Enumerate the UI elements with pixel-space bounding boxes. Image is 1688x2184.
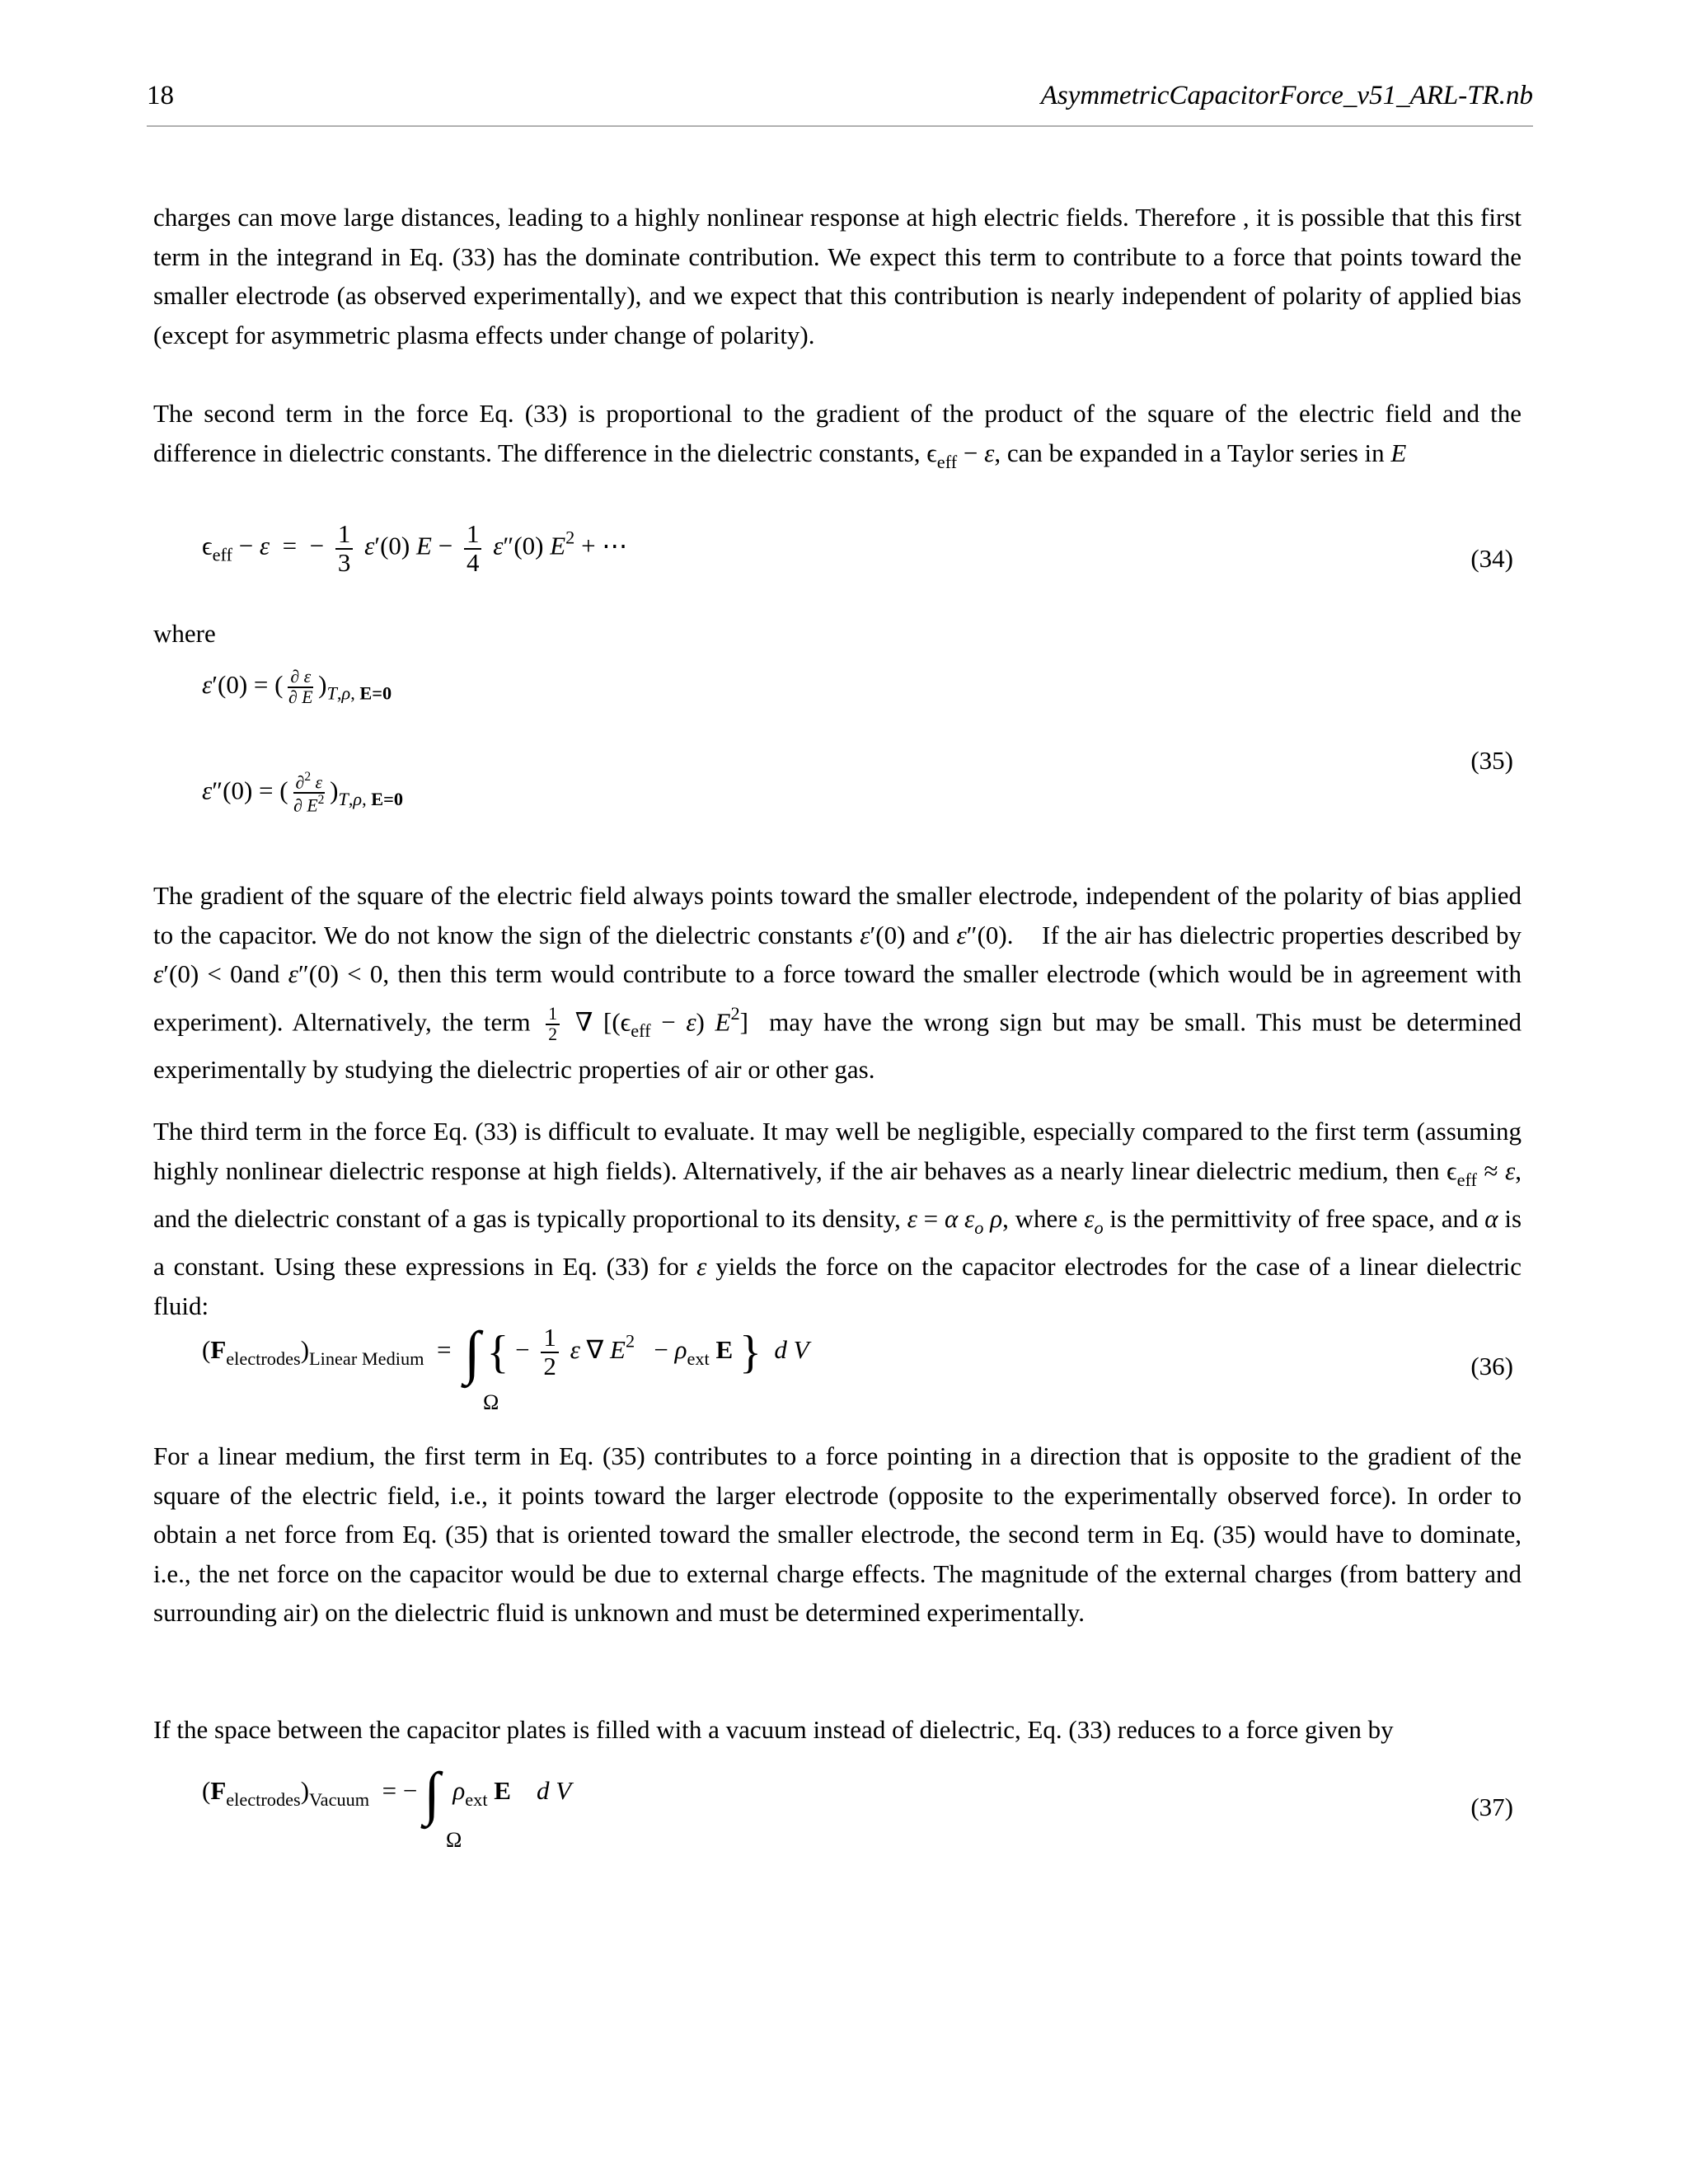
paragraph-1: charges can move large distances, leading to a highly nonlinear response at high electric fields. Therefore , it is possible that this first term in the integrand in Eq. (33) has the dominate contribution. We expect this term to contribute to a force that points toward the smaller electrode (as observed experimentally), and we expect that this contribution is nearly independent of polarity of applied bias (except for asymmetric plasma effects under change of polarity).: [153, 203, 1522, 349]
paragraph-3-text-d: may have the wrong sign but may be small. This must be determined experimentally by studying the dielectric properties of air or other gas.: [153, 1006, 1522, 1085]
paragraph-4-text-c: where: [1015, 1203, 1078, 1233]
integral-domain-omega: Ω: [483, 1390, 499, 1414]
math-inline: $\epsilon_{eff} - \varepsilon$: [926, 438, 995, 472]
running-title: AsymmetricCapacitorForce_v51_ARL-TR.nb: [1040, 81, 1533, 110]
equation-35-number: (35): [1470, 746, 1513, 775]
paragraph-2-text-a: The second term in the force Eq. (33) is proportional to the gradient of the product of the square of the electric field and the difference in dielectric constants. The difference in the dielectric constants,: [153, 399, 1522, 467]
paragraph-4-text-e: is a constant. Using these expressions in Eq. (33) for: [153, 1203, 1522, 1282]
equation-37-number: (37): [1470, 1793, 1513, 1821]
and-word: and: [912, 920, 950, 949]
integral-domain-omega: Ω: [446, 1828, 462, 1852]
equation-34-number: (34): [1470, 544, 1513, 573]
paragraph-3-text-a: The gradient of the square of the electric field always points toward the smaller electrode, independent of the polarity of bias applied to the capacitor. We do not know the sign of the dielectric constants: [153, 881, 1522, 949]
equation-36-number: (36): [1470, 1352, 1513, 1380]
paragraph-3-text-c: then this term would contribute to a force toward the smaller electrode (which would be in agreement with experiment). Alternatively, the term: [153, 959, 1522, 1036]
paragraph-5: For a linear medium, the first term in Eq. (35) contributes to a force pointing in a direction that is opposite to the gradient of the square of the electric field, i.e., it points toward the larger electrode (opposite to the experimentally observed force). In order to obtain a net force from Eq. (35) that is oriented toward the smaller electrode, the second term in Eq. (35) would have to dominate, i.e., the net force on the capacitor would be due to external charge effects. The magnitude of the external charges (from battery and surrounding air) on the dielectric fluid is unknown and must be determined experimentally.: [153, 1441, 1522, 1627]
paragraph-4-text-a: The third term in the force Eq. (33) is difficult to evaluate. It may well be negligible, especially compared to the first term (assuming highly nonlinear dielectric response at high fields). Alternatively, if the air behaves as a nearly linear dielectric medium, then: [153, 1117, 1522, 1185]
paragraph-4-text-b: and the dielectric constant of a gas is typically proportional to its density,: [153, 1203, 901, 1233]
equation-36: $(F_{electrodes})_{Linear Medium}$ = ∫ { − $\frac{1}{2}$ ε ∇ $E^2 - \rho_{ext}$ E } d V: [202, 1319, 809, 1385]
and-word: and: [242, 959, 280, 988]
equation-34: $\epsilon_{eff} - \varepsilon$ = − $\frac{1}{3}$ ε′(0) E − $\frac{1}{4}$ ε″(0) $E^2$ + ⋯: [202, 519, 628, 577]
paragraph-6: If the space between the capacitor plates is filled with a vacuum instead of dielectric, Eq. (33) reduces to a force given by: [153, 1715, 1394, 1744]
paragraph-4-text-f: yields the force on the capacitor electrodes for the case of a linear dielectric fluid:: [153, 1252, 1522, 1320]
paragraph-2-text-b: , can be expanded in a Taylor series in: [994, 438, 1385, 467]
page-header: [147, 79, 1533, 127]
paragraph-3: The gradient of the square of the electric field always points toward the smaller electrode, independent of the polarity of bias applied to the capacitor. We do not know the sign of the dielectric constants ε′(0) and ε″(0). If the air has dielectric properties described by ε′(0) < 0and ε″(0) < 0, then this term would contribute to a force toward the smaller electrode (which would be in agreement with experiment). Alternatively, the term $\frac{1}{2}$ ∇ [$(\epsilon_{eff} - \varepsilon)$ $E^2$] may have the wrong sign but may be small. This must be determined experimentally by studying the dielectric properties of air or other gas.: [153, 881, 1522, 1085]
where-label: where: [153, 619, 216, 648]
equation-35b: ε″(0) = ( $\frac{\partial^2 \varepsilon}{\partial E^2}$ )$_{T,\rho, E=0}$: [202, 770, 404, 816]
equation-35a: ε′(0) = ( $\frac{\partial \varepsilon}{\partial E}$ )$_{T,\rho, E=0}$: [202, 667, 392, 707]
paragraph-4: The third term in the force Eq. (33) is difficult to evaluate. It may well be negligible, especially compared to the first term (assuming highly nonlinear dielectric response at high fields). Alternatively, if the air behaves as a nearly linear dielectric medium, then $\epsilon_{eff} \approx \varepsilon$, and the dielectric constant of a gas is typically proportional to its density, ε = α $\varepsilon_o$ ρ, where $\varepsilon_o$ is the permittivity of free space, and α is a constant. Using these expressions in Eq. (33) for ε yields the force on the capacitor electrodes for the case of a linear dielectric fluid:: [153, 1117, 1522, 1320]
paragraph-2: The second term in the force Eq. (33) is proportional to the gradient of the product of the square of the electric field and the difference in dielectric constants. The difference in the dielectric constants, $\epsilon_{eff} - \varepsilon$, can be expanded in a Taylor series in E: [153, 399, 1522, 472]
equation-37: $(F_{electrodes})_{Vacuum}$ = − ∫ $\rho_{ext}$ E d V: [202, 1760, 572, 1826]
paragraph-3-text-b: If the air has dielectric properties described by: [1042, 920, 1522, 949]
paragraph-4-text-d: is the permittivity of free space, and: [1109, 1203, 1479, 1233]
page-number: 18: [147, 81, 174, 110]
